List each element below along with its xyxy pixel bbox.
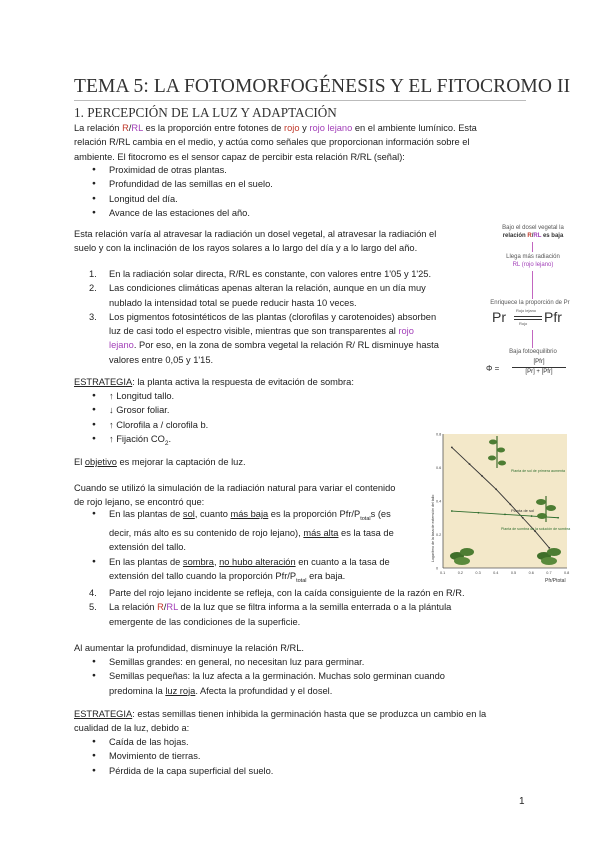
data-point	[509, 503, 511, 505]
x-axis-label: Pfr/Ptotal	[545, 578, 566, 584]
list-item: ● Avance de las estaciones del año.	[109, 206, 273, 220]
flow-arrow	[532, 271, 533, 299]
data-point	[481, 475, 483, 477]
item-text: .	[168, 433, 172, 444]
diagram-box-2	[488, 253, 578, 269]
paragraph-line: Esta relación varía al atravesar la radiación un dosel vegetal, al atravesar la radiación el	[74, 229, 437, 239]
y-tick-label: 0.8	[436, 432, 442, 437]
item-text: Parte del rojo lejano incidente se refleja, con la caída consiguiente de la razón en R/R.	[109, 588, 465, 598]
data-point	[531, 515, 533, 517]
x-tick-label: 0.1	[440, 571, 446, 575]
paragraph-line: de rojo lejano, se encontró que:	[74, 497, 205, 508]
variation-paragraph	[74, 227, 436, 256]
flow-arrow	[532, 242, 533, 252]
objetivo-term: objetivo	[84, 457, 117, 467]
estrategia-1-list	[109, 389, 208, 451]
text: s (es	[370, 509, 391, 519]
diagram-text: relación	[502, 233, 528, 239]
r-term: R	[122, 123, 129, 133]
mas-baja-term: más baja	[230, 509, 269, 519]
text: . Afecta la profundidad y el dosel.	[195, 685, 333, 696]
data-point	[522, 517, 524, 519]
arrow-label: Rojo	[519, 321, 528, 326]
list-item	[89, 600, 465, 629]
item-number: 2.	[89, 283, 97, 294]
intro-line: ambiente. El fitocromo es el sensor capaz de percibir esta relación R/RL (señal):	[74, 151, 405, 162]
estrategia-label: ESTRATEGIA	[74, 377, 133, 387]
objetivo-line	[74, 455, 246, 469]
rojo-lejano-term: rojo lejano	[309, 123, 353, 133]
x-tick-label: 0.2	[457, 571, 463, 575]
slash: /	[531, 233, 534, 239]
text: de la luz que se filtra informa a la semilla enterrada o a la plántula	[177, 602, 452, 613]
r-term: R	[157, 602, 164, 613]
intro-text: es la proporción entre fotones de	[142, 123, 285, 133]
item-text: Longitud tallo.	[113, 391, 175, 401]
item-text: En la radiación solar directa, R/RL es constante, con valores entre 1'05 y 1'25.	[109, 269, 432, 279]
slash: /	[163, 602, 167, 613]
text: El	[74, 457, 85, 467]
text: extensión del tallo cuando la proporción Pfr/P	[109, 571, 297, 582]
estrategia-1	[74, 375, 354, 389]
slash: /	[128, 123, 132, 133]
pfr-label: Pfr	[544, 309, 562, 325]
title-divider	[74, 100, 526, 101]
list-item	[109, 555, 394, 588]
data-point	[469, 463, 471, 465]
list-item	[89, 267, 439, 281]
intro-paragraph	[74, 121, 528, 164]
item-text: Las condiciones climáticas apenas alteran la relación, aunque en un día muy	[109, 283, 426, 294]
sombra-term: sombra	[182, 556, 214, 567]
numbered-list-1	[89, 267, 439, 367]
paragraph-line: Cuando se utilizó la simulación de la radiación natural para variar el contenido	[74, 483, 396, 493]
list-item: ● Profundidad de las semillas en el suelo.	[109, 177, 273, 191]
list-item	[109, 507, 394, 555]
text: En las plantas de	[109, 509, 183, 519]
up-arrow-icon: ↑	[109, 419, 114, 430]
text: ● Semillas pequeñas: la luz afecta a la germinación. Muchas solo germinan cuando	[109, 671, 445, 682]
diagram-box-4: Baja fotoequilibrio	[509, 349, 557, 355]
x-tick-label: 0.3	[475, 571, 481, 575]
y-tick-label: 0.4	[436, 499, 442, 504]
intro-text: y	[299, 123, 310, 133]
rl-term: RL	[131, 123, 143, 133]
x-tick-label: 0.8	[564, 571, 570, 575]
rl-term: RL	[166, 602, 178, 613]
up-arrow-icon: ↑	[109, 433, 114, 444]
list-item	[109, 669, 445, 698]
down-arrow-icon: ↓	[109, 405, 114, 416]
data-point	[478, 512, 480, 514]
chart-annotation: Planta de sombra de la solución de sombra	[501, 527, 571, 531]
x-tick-label: 0.4	[493, 571, 499, 575]
estrategia-label: ESTRATEGIA	[74, 709, 133, 719]
text: : estas semillas tienen inhibida la germinación hasta que se produzca un cambio en la	[132, 709, 487, 719]
item-text: emergente de las condiciones de la superficie.	[109, 616, 301, 627]
item-number: 5.	[89, 602, 97, 613]
subscript: total	[360, 515, 371, 522]
phytochrome-flow-diagram	[478, 220, 582, 386]
list-item: ● Semillas grandes: en general, no necesitan luz para germinar.	[109, 655, 445, 669]
diagram-box-3: Enriquece la proporción de Pr	[490, 300, 570, 306]
rojo-term: rojo	[284, 123, 300, 133]
luz-roja-term: luz roja	[165, 685, 196, 696]
diagram-text: RL (rojo lejano)	[512, 262, 554, 268]
flow-arrow	[532, 330, 533, 348]
diagram-box-1	[488, 224, 578, 240]
list-item	[89, 281, 439, 310]
numbered-list-2	[89, 586, 465, 629]
text: decir, más alto es su contenido de rojo lejano),	[109, 528, 304, 539]
item-number: 4.	[89, 588, 97, 598]
reaction-arrow	[514, 319, 542, 320]
list-item	[109, 403, 208, 417]
reaction-arrow	[514, 316, 542, 317]
data-point	[495, 488, 497, 490]
profundidad-line: Al aumentar la profundidad, disminuye la relación R/RL.	[74, 643, 304, 653]
text: , cuanto	[194, 509, 231, 519]
list-item: ● Longitud del día.	[109, 192, 273, 206]
estrategia-2	[74, 707, 486, 736]
no-hubo-term: no hubo alteración	[219, 556, 296, 567]
text: extensión del tallo.	[109, 542, 187, 553]
y-tick-label: 0.2	[436, 533, 442, 537]
item-text: nublado la intensidad total se puede reducir hasta 10 veces.	[109, 297, 357, 308]
list-item	[109, 432, 208, 451]
page-number: 1	[519, 796, 525, 807]
stem-extension-chart	[425, 430, 575, 585]
diagram-text: Llega más radiación	[506, 254, 560, 260]
list-item	[89, 310, 439, 367]
r-term: R	[527, 233, 532, 239]
text: En las plantas de	[109, 556, 183, 567]
simulation-paragraph	[74, 481, 395, 510]
section-heading: 1. PERCEPCIÓN DE LA LUZ Y ADAPTACIÓN	[74, 105, 337, 120]
y-axis-label: Logaritmo de la tasa de extensión del tallo	[431, 494, 435, 562]
fraction-bar	[512, 367, 566, 368]
estrategia-2-list	[109, 735, 273, 778]
x-tick-label: 0.5	[510, 571, 517, 575]
list-item: ● Proximidad de otras plantas.	[109, 163, 273, 177]
seeds-list	[109, 655, 445, 698]
data-point	[451, 447, 453, 449]
chart-annotation: Planta de sol	[511, 508, 535, 513]
arrow-label: Rojo lejano	[516, 308, 537, 313]
item-text: Los pigmentos fotosintéticos de las plantas (clorofilas y carotenoides) absorben	[109, 311, 437, 322]
item-text: . Por eso, en la zona de sombra vegetal la relación R/ RL disminuye hasta	[133, 340, 439, 351]
phi-label: Φ =	[486, 364, 500, 373]
text: cualidad de la luz, debido a:	[74, 723, 190, 734]
intro-text: La relación	[74, 123, 123, 133]
pr-label: Pr	[492, 309, 506, 325]
subscript: total	[296, 577, 307, 584]
chart-annotation: Planta de sol de primera aumenta	[511, 469, 565, 473]
y-tick-label: 0	[436, 566, 439, 571]
diagram-text: es baja	[541, 233, 564, 239]
text: ,	[213, 556, 220, 567]
list-item: ● Pérdida de la capa superficial del suelo.	[109, 764, 273, 778]
text: en cuanto a la tasa de	[295, 556, 390, 567]
x-tick-label: 0.7	[546, 571, 552, 575]
rojo-term: rojo	[398, 326, 414, 337]
y-tick-label: 0.6	[436, 466, 442, 470]
item-text: valores entre 0,05 y 1'15.	[109, 354, 214, 365]
item-text: Fijación CO	[113, 433, 165, 444]
x-tick-label: 0.6	[528, 571, 534, 575]
text: predomina la	[109, 685, 166, 696]
list-item	[109, 389, 208, 403]
text: es mejorar la captación de luz.	[116, 457, 246, 467]
text: La relación	[109, 602, 158, 613]
diagram-text: Bajo el dosel vegetal la	[502, 225, 564, 231]
text: es la proporción Pfr/P	[268, 509, 361, 519]
paragraph-line: suelo y con la inclinación de los rayos solares a lo largo del día y a lo largo del año.	[74, 243, 418, 254]
intro-line: relación R/RL cambia en el medio, y actúa como señales que proporcionan información sobre el	[74, 137, 470, 148]
item-number: 1.	[89, 269, 97, 279]
data-point	[504, 514, 506, 516]
list-item: ● Caída de las hojas.	[109, 735, 273, 749]
sol-term: sol	[182, 509, 195, 519]
fraction-numerator: [Pfr]	[533, 359, 545, 365]
data-point	[451, 510, 453, 512]
lejano-term: lejano	[109, 340, 134, 351]
subscript: 2	[164, 439, 169, 447]
rl-term: RL	[533, 233, 542, 239]
estrategia-text: : la planta activa la respuesta de evitación de sombra:	[132, 377, 354, 387]
data-point	[548, 547, 550, 549]
list-item	[89, 586, 465, 600]
text: era baja.	[306, 571, 346, 582]
item-text: Grosor foliar.	[113, 405, 170, 416]
text: es la tasa de	[338, 528, 394, 539]
item-number: 3.	[89, 311, 97, 322]
intro-text: en el ambiente lumínico. Esta	[352, 123, 477, 133]
up-arrow-icon: ↑	[109, 391, 114, 401]
simulation-list	[109, 507, 394, 588]
list-item	[109, 418, 208, 432]
item-text: Clorofila a / clorofila b.	[113, 419, 209, 430]
list-item: ● Movimiento de tierras.	[109, 749, 273, 763]
fraction-denominator: [Pr] + [Pfr]	[525, 369, 553, 375]
signal-list	[109, 163, 273, 220]
page-title: TEMA 5: LA FOTOMORFOGÉNESIS Y EL FITOCROMO II	[74, 76, 571, 97]
item-text: luz de casi todo el espectro visible, mientras que son transparentes al	[109, 326, 399, 337]
data-point	[557, 517, 559, 519]
mas-alta-term: más alta	[303, 528, 339, 539]
